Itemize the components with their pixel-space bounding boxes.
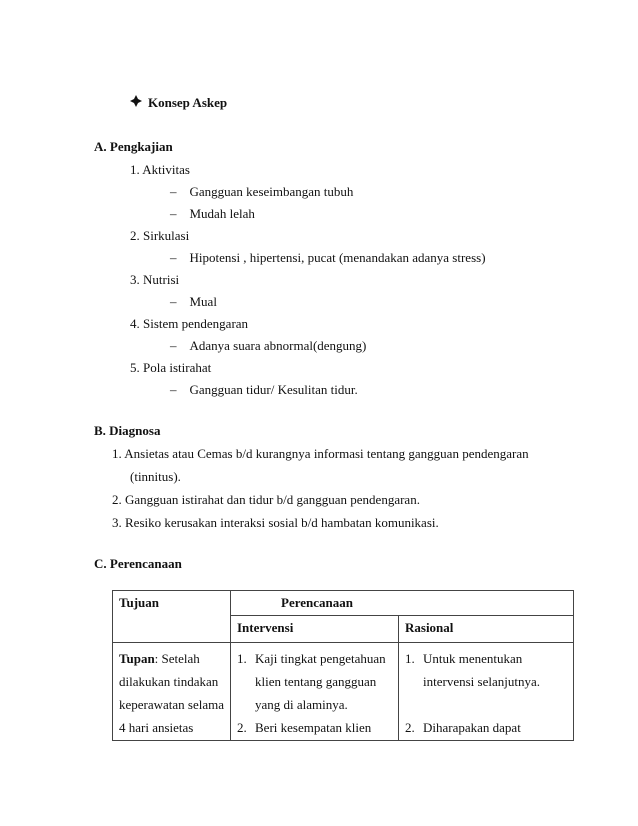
section-c-heading: C. Perencanaan xyxy=(94,556,182,571)
pengkajian-subitem xyxy=(170,294,217,310)
rasional-line xyxy=(405,716,567,739)
intervensi-line: klien tentang gangguan xyxy=(255,674,377,689)
subitem-text: Gangguan keseimbangan tubuh xyxy=(189,184,354,199)
document-title xyxy=(130,95,227,111)
tujuan-line: 4 hari ansietas xyxy=(119,720,194,735)
dash-bullet: – xyxy=(170,250,177,265)
tujuan-line: keperawatan selama xyxy=(119,697,225,712)
rasional-text: Untuk menentukan xyxy=(423,651,523,666)
rasional-line xyxy=(405,647,567,670)
section-b-heading: B. Diagnosa xyxy=(94,423,161,438)
pengkajian-subitem xyxy=(170,382,358,398)
intervensi-line xyxy=(237,647,392,670)
rasional-text: Diharapakan dapat xyxy=(423,720,521,735)
pengkajian-subitem xyxy=(170,250,486,266)
header-rasional: Rasional xyxy=(399,616,574,643)
tujuan-label: Tupan xyxy=(119,651,155,666)
diagnosa-item: 3. Resiko kerusakan interaksi sosial b/d hambatan komunikasi. xyxy=(112,515,439,530)
list-number: 1. xyxy=(237,651,247,666)
list-number: 2. xyxy=(405,720,415,735)
rasional-line: intervensi selanjutnya. xyxy=(423,674,540,689)
dash-bullet: – xyxy=(170,184,177,199)
pengkajian-item: 3. Nutrisi xyxy=(130,272,180,287)
pengkajian-subitem xyxy=(170,206,255,222)
subitem-text: Mual xyxy=(189,294,217,309)
subitem-text: Hipotensi , hipertensi, pucat (menandakan adanya stress) xyxy=(189,250,486,265)
cell-intervensi xyxy=(231,643,399,741)
pengkajian-item: 4. Sistem pendengaran xyxy=(130,316,249,331)
subitem-text: Adanya suara abnormal(dengung) xyxy=(189,338,367,353)
header-intervensi: Intervensi xyxy=(231,616,399,643)
tujuan-text: : Setelah xyxy=(154,651,200,666)
pengkajian-subitem xyxy=(170,338,366,354)
list-number: 1. xyxy=(405,651,415,666)
pengkajian-item: 5. Pola istirahat xyxy=(130,360,212,375)
tujuan-first-line xyxy=(119,647,224,670)
pengkajian-item: 1. Aktivitas xyxy=(130,162,190,177)
cell-tujuan xyxy=(113,643,231,741)
header-tujuan: Tujuan xyxy=(113,591,231,643)
dash-bullet: – xyxy=(170,294,177,309)
dash-bullet: – xyxy=(170,338,177,353)
table-header-row xyxy=(113,591,574,616)
pengkajian-item: 2. Sirkulasi xyxy=(130,228,190,243)
intervensi-text: Beri kesempatan klien xyxy=(255,720,372,735)
cell-rasional xyxy=(399,643,574,741)
diagnosa-item: 1. Ansietas atau Cemas b/d kurangnya informasi tentang gangguan pendengaran xyxy=(112,446,529,461)
intervensi-line xyxy=(237,716,392,739)
list-number: 2. xyxy=(237,720,247,735)
subitem-text: Gangguan tidur/ Kesulitan tidur. xyxy=(189,382,358,397)
rasional-spacer xyxy=(405,693,567,716)
table-row xyxy=(113,643,574,741)
perencanaan-table xyxy=(112,590,574,741)
section-a-heading: A. Pengkajian xyxy=(94,139,173,154)
intervensi-text: Kaji tingkat pengetahuan xyxy=(255,651,386,666)
header-perencanaan: Perencanaan xyxy=(231,591,574,616)
diamond-bullet-icon xyxy=(130,95,142,111)
pengkajian-subitem xyxy=(170,184,353,200)
dash-bullet: – xyxy=(170,206,177,221)
title-text: Konsep Askep xyxy=(148,95,228,110)
diagnosa-item-continuation: (tinnitus). xyxy=(130,469,181,484)
dash-bullet: – xyxy=(170,382,177,397)
intervensi-line: yang di alaminya. xyxy=(255,697,348,712)
tujuan-line: dilakukan tindakan xyxy=(119,674,219,689)
diagnosa-item: 2. Gangguan istirahat dan tidur b/d gangguan pendengaran. xyxy=(112,492,420,507)
subitem-text: Mudah lelah xyxy=(189,206,255,221)
